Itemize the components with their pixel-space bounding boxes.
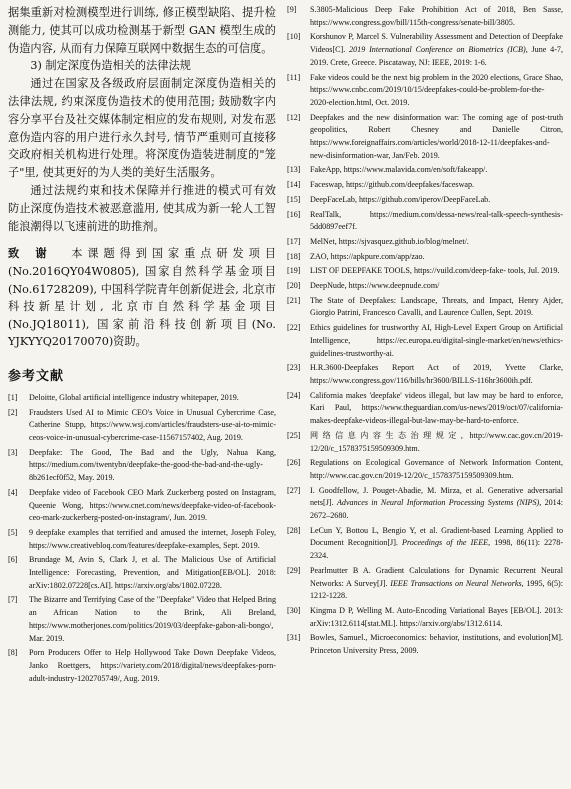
reference-number: [12] (287, 112, 301, 122)
reference-item (287, 322, 563, 360)
reference-text: Deepfake video of Facebook CEO Mark Zuckerberg posted on Instagram, Queenie Wong, https://www.cnet.com/news/deepfake-video-of-facebook-ceo-mark-zuckerberg-posted-on-instagram/, Jun. 2019. (29, 487, 276, 523)
reference-number: [15] (287, 194, 301, 204)
reference-item (287, 280, 563, 293)
reference-item (287, 457, 563, 482)
reference-text: H.R.3600-Deepfakes Report Act of 2019, Yvette Clarke, https://www.congress.gov/116/bills/hr3600/BILLS-116hr3600ih.pdf. (310, 363, 563, 385)
reference-item (8, 392, 276, 405)
reference-text: Porn Producers Offer to Help Hollywood Take Down Deepfake Videos, Janko Roettgers, https://variety.com/2018/digital/news/deepfakes-porn-adult-industry-1202705749/, Aug. 2019. (29, 648, 276, 683)
reference-number: [11] (287, 72, 301, 82)
reference-item (8, 487, 276, 525)
reference-item (287, 295, 563, 320)
reference-number: [28] (287, 525, 301, 535)
reference-text: DeepFaceLab, https://github.com/iperov/DeepFaceLab. (310, 194, 491, 204)
reference-number: [7] (8, 595, 18, 605)
reference-item (8, 407, 276, 445)
reference-number: [13] (287, 165, 301, 175)
reference-text: S.3805-Malicious Deep Fake Prohibition Act of 2018, Ben Sasse, https://www.congress.gov/bill/115th-congress/senate-bill/3805. (310, 5, 563, 27)
reference-number: [19] (287, 266, 301, 276)
reference-item (287, 236, 563, 249)
reference-number: [26] (287, 458, 301, 468)
reference-item (287, 265, 563, 278)
reference-text: I. Goodfellow, J. Pouget-Abadie, M. Mirza, et al. Generative adversarial nets[J]. (310, 485, 563, 508)
reference-number: [17] (287, 236, 301, 246)
reference-item (287, 194, 563, 207)
reference-text: , 1998, 86(11): 2278-2324. (310, 538, 564, 561)
reference-item (287, 164, 563, 177)
reference-text: Kingma D P, Welling M. Auto-Encoding Variational Bayes [EB/OL]. 2013: arXiv:1312.6114[stat.ML]. https://arxiv.org/abs/1312.6114. (310, 605, 563, 628)
reference-text: , 1995, 6(5): 1212-1228. (310, 578, 564, 601)
reference-number: [4] (8, 487, 18, 497)
reference-text: MelNet, https://sjvasquez.github.io/blog/melnet/. (310, 236, 469, 246)
reference-number: [24] (287, 390, 301, 400)
reference-text: Faceswap, https://github.com/deepfakes/faceswap. (310, 180, 475, 190)
right-column (287, 4, 563, 660)
reference-text: 网络信息内容生态治理规定, http://www.cac.gov.cn/2019-12/20/c_1578375159509309.htm. (310, 430, 563, 453)
reference-text: Deepfake: The Good, The Bad and the Ugly, Nahua Kang, https://medium.com/twentybn/deepfake-the-good-the-bad-and-the-ugly-8b261ecf0f52, May. 2019. (29, 447, 276, 483)
reference-text: Fraudsters Used AI to Mimic CEO's Voice in Unusual Cybercrime Case, Catherine Stupp, https://www.wsj.com/articles/fraudsters-use-ai-to-mimic-ceos-voice-in-unusual-cybercrime-case-11567157402, Aug. 2019. (29, 407, 276, 443)
reference-item (287, 390, 563, 428)
acknowledgment-title: 致谢 (8, 246, 63, 261)
reference-number: [6] (8, 555, 18, 565)
reference-venue: Proceedings of the IEEE (402, 538, 489, 548)
reference-text: Deloitte, Global artificial intelligence industry whitepaper, 2019. (29, 392, 239, 402)
reference-number: [14] (287, 180, 301, 190)
reference-number: [29] (287, 565, 301, 575)
reference-number: [2] (8, 407, 18, 417)
reference-text: Bowles, Samuel., Microeconomics: behavior, institutions, and evolution[M]. Princeton University Press, 2009. (310, 633, 563, 656)
reference-item (287, 430, 563, 455)
reference-item (8, 447, 276, 485)
reference-text: , 2014: 2672–2680. (310, 498, 564, 521)
reference-item (287, 485, 563, 523)
reference-text: Korshunov P, Marcel S. Vulnerability Assessment and Detection of Deepfake Videos[C]. (310, 32, 563, 55)
reference-text: Pearlmutter B A. Gradient Calculations for Dynamic Recurrent Neural Networks: A Survey[J]. (310, 565, 563, 588)
reference-item (287, 251, 563, 264)
reference-number: [5] (8, 527, 18, 537)
body-paragraph: 通过法规约束和技术保障并行推进的模式可有效防止深度伪造技术被恶意滥用, 使其成为新一轮人工智能浪潮得以飞速前进的助推剂。 (8, 183, 276, 233)
reference-item (8, 594, 276, 645)
reference-number: [30] (287, 605, 301, 615)
reference-text: Brundage M, Avin S, Clark J, et al. The Malicious Use of Artificial Intelligence: Forecasting, Prevention, and Mitigation[EB/OL]. 2018: arXiv:1802.07228[cs.AI]. https://arxiv.org/abs/1802.07228. (29, 555, 276, 590)
reference-number: [9] (287, 5, 297, 14)
reference-text: DeepNude, https://www.deepnude.com/ (310, 281, 440, 291)
reference-item (287, 632, 563, 657)
reference-number: [27] (287, 485, 301, 495)
acknowledgment-text: 本课题得到国家重点研发项目(No.2016QY04W0805), 国家自然科学基金项目(No.61728209), 中国科学院青年创新促进会, 北京市科技新星计划, 北京市自然科学基金项目(No.JQ18011), 国家前沿科技创新项目(No. YJKYYQ20170070)资助。 (8, 247, 276, 349)
reference-number: [18] (287, 251, 301, 261)
reference-number: [10] (287, 32, 301, 42)
reference-item (8, 527, 276, 552)
reference-number: [16] (287, 209, 301, 219)
reference-text: Deepfakes and the new disinformation war: The coming age of post-truth geopolitics, Robert Chesney and Danielle Citron, https://www.foreignaffairs.com/articles/world/2018-12-11/deepfakes-and-new-disinformation-war, Jan/Feb. 2019. (310, 112, 563, 160)
reference-item (8, 647, 276, 685)
reference-text: Fake videos could be the next big problem in the 2020 elections, Grace Shao, https://www.cnbc.com/2019/10/15/deepfakes-could-be-problem-for-the-2020-election.html, Oct. 2019. (310, 72, 563, 107)
reference-text: , June 4-7, 2019. Crete, Greece. Piscataway, NJ: IEEE, 2019: 1-6. (310, 45, 563, 67)
reference-item (287, 112, 563, 163)
reference-item (287, 4, 563, 29)
reference-venue: Advances in Neural Information Processing Systems (NIPS) (336, 498, 540, 508)
reference-text: 9 deepfake examples that terrified and amused the internet, Joseph Foley, https://www.creativebloq.com/features/deepfake-examples, Sept. 2019. (29, 527, 276, 550)
reference-number: [21] (287, 295, 301, 305)
reference-text: The State of Deepfakes: Landscape, Threats, and Impact, Henry Ajder, Giorgio Patrini, Francesco Cavalli, and Laurence Cullen, Sept. 2019. (310, 295, 563, 318)
references-title: 参考文献 (8, 368, 65, 384)
reference-item (287, 72, 563, 110)
reference-text: The Bizarre and Terrifying Case of the "Deepfake" Video that Helped Bring an African Nation to the Brink, Ali Breland, https://www.motherjones.com/politics/2019/03/deepfake-gabon-ali-bongo/, Mar. 2019. (29, 595, 276, 643)
reference-venue: IEEE Transactions on Neural Networks (390, 578, 522, 588)
left-column (8, 4, 276, 687)
reference-text: LIST OF DEEPFAKE TOOLS, https://vuild.com/deep-fake- tools, Jul. 2019. (310, 266, 560, 276)
reference-text: Regulations on Ecological Governance of Network Information Content, http://www.cac.gov.cn/2019-12/20/c_1578375159509309.htm. (310, 458, 563, 480)
reference-text: FakeApp, https://www.malavida.com/en/soft/fakeapp/. (310, 165, 488, 175)
body-paragraph: 通过在国家及各级政府层面制定深度伪造相关的法律法规, 约束深度伪造技术的使用范围; 鼓励数字内容分享平台及社交媒体制定相应的发布规则, 对发布恶意伪造内容的用户进行永久封号, 情节严重则可直接移交政府相关机构进行处理。将深度伪造装进制度的"笼子"里, 使其更好的为人类的美好生活服务。 (8, 77, 276, 180)
reference-venue: 2019 International Conference on Biometrics (ICB) (349, 45, 526, 55)
reference-number: [22] (287, 323, 301, 333)
reference-item (287, 525, 563, 563)
reference-number: [31] (287, 633, 301, 643)
section-heading: 3) 制定深度伪造相关的法律法规 (30, 59, 191, 73)
reference-text: LeCun Y, Bottou L, Bengio Y, et al. Gradient-based Learning Applied to Document Recognition[J]. (310, 525, 563, 548)
reference-number: [20] (287, 281, 301, 291)
reference-number: [23] (287, 363, 301, 373)
reference-number: [1] (8, 392, 18, 402)
reference-number: [8] (8, 648, 18, 658)
reference-item (287, 362, 563, 387)
reference-number: [3] (8, 447, 18, 457)
reference-item (287, 565, 563, 603)
reference-text: RealTalk, https://medium.com/dessa-news/real-talk-speech-synthesis-5dd0897eef7f. (310, 209, 563, 232)
reference-text: ZAO, https://apkpure.com/app/zao. (310, 251, 425, 261)
reference-text: Ethics guidelines for trustworthy AI, High-Level Expert Group on Artificial Intelligence, https://ec.europa.eu/digital-single-market/en/news/ethics-guidelines-trustworthy-ai. (310, 323, 563, 358)
body-paragraph: 据集重新对检测模型进行训练, 修正模型缺陷、提升检测能力, 使其可以成功检测基于新型 GAN 模型生成的伪造内容, 从而有力保障互联网中数据生态的可信度。 (8, 6, 276, 55)
reference-item (287, 179, 563, 192)
reference-number: [25] (287, 430, 301, 440)
reference-item (287, 605, 563, 630)
reference-item (287, 31, 563, 69)
reference-item (287, 209, 563, 234)
reference-item (8, 554, 276, 592)
acknowledgment (8, 245, 276, 351)
reference-text: California makes 'deepfake' videos illegal, but law may be hard to enforce, Kari Paul, https://www.theguardian.com/us-news/2019/oct/07/california-makes-deepfake-videos-illegal-but-law-may-be-hard-to-enforce. (310, 390, 563, 426)
